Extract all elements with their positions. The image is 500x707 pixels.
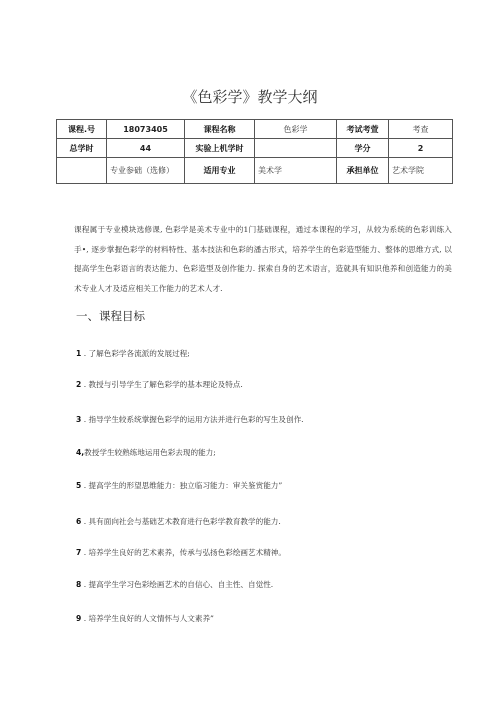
table-row xyxy=(57,120,453,139)
list-item: 3 . 指导学生较系统掌握色彩学的运用方法并进行色彩的写生及创作. xyxy=(76,415,304,424)
exam-type-label: 考试考萱 xyxy=(337,120,389,139)
table-row xyxy=(57,158,453,184)
credits-label: 学分 xyxy=(337,139,389,158)
document-title: 《色彩学》教学大纲 xyxy=(182,88,318,106)
table-row xyxy=(57,139,453,158)
responsible-dept-value: 艺术学院 xyxy=(389,158,453,184)
course-code-label: 课程.号 xyxy=(57,120,107,139)
total-hours-value: 44 xyxy=(107,139,185,158)
section-heading-objectives: 一、课程目标 xyxy=(76,309,145,323)
course-category-value: 专业参础（选修） xyxy=(107,158,185,184)
exam-type-value: 考查 xyxy=(389,120,453,139)
lab-hours-label: 实验上机学时 xyxy=(185,139,255,158)
credits-value: 2 xyxy=(389,139,453,158)
course-info-table xyxy=(56,119,453,184)
total-hours-label: 总学时 xyxy=(57,139,107,158)
course-intro-paragraph: 课程属于专业模块选修课, 色彩学是美术专业中的1门基础课程，通过本课程的学习，从较为系统的色彩训练入手•, 逐步掌握色彩学的材料特性、基本技法和色彩的潘古形式，培养学生的色彩造型能力、整体的思维方式, 以提高学生色彩语言的表达能力、色彩造型及创作能力. 探索自身的艺术语言，造就具有知识他养和创造能力的美术专业人才及适应相关工作能力的艺术人才. xyxy=(74,225,452,293)
list-item: 7 . 培养学生良好的艺术素养，传承与弘扬色彩绘画艺术精神。 xyxy=(76,548,286,557)
list-item: 8 . 提高学生学习色彩绘画艺术的自信心、自主性、自觉性. xyxy=(76,580,274,589)
empty-cell xyxy=(57,158,107,184)
applicable-major-label: 适用专业 xyxy=(185,158,255,184)
course-name-label: 课程名称 xyxy=(185,120,255,139)
lab-hours-value xyxy=(255,139,337,158)
list-item: 1 . 了解色彩学各流派的发展过程; xyxy=(76,349,190,358)
list-item: 5 . 提高学生的形望思维能力：独立临习能力：审关鉴赏能力” xyxy=(76,481,283,490)
course-code-value: 18073405 xyxy=(107,120,185,139)
list-item: 6 . 具有面向社会与基础艺术教育进行色彩学教育教学的能力. xyxy=(76,517,281,526)
responsible-dept-label: 承担单位 xyxy=(337,158,389,184)
list-item: 9 . 培养学生良好的人文情怀与人文素养” xyxy=(76,614,214,623)
list-item: 4,教授学生较熟练地运用色彩去现的能力; xyxy=(76,448,216,457)
list-item: 2 . 教授与引导学生了解色彩学的基本理论及特点. xyxy=(76,380,243,389)
course-name-value: 色彩学 xyxy=(255,120,337,139)
applicable-major-value: 美术学 xyxy=(255,158,337,184)
